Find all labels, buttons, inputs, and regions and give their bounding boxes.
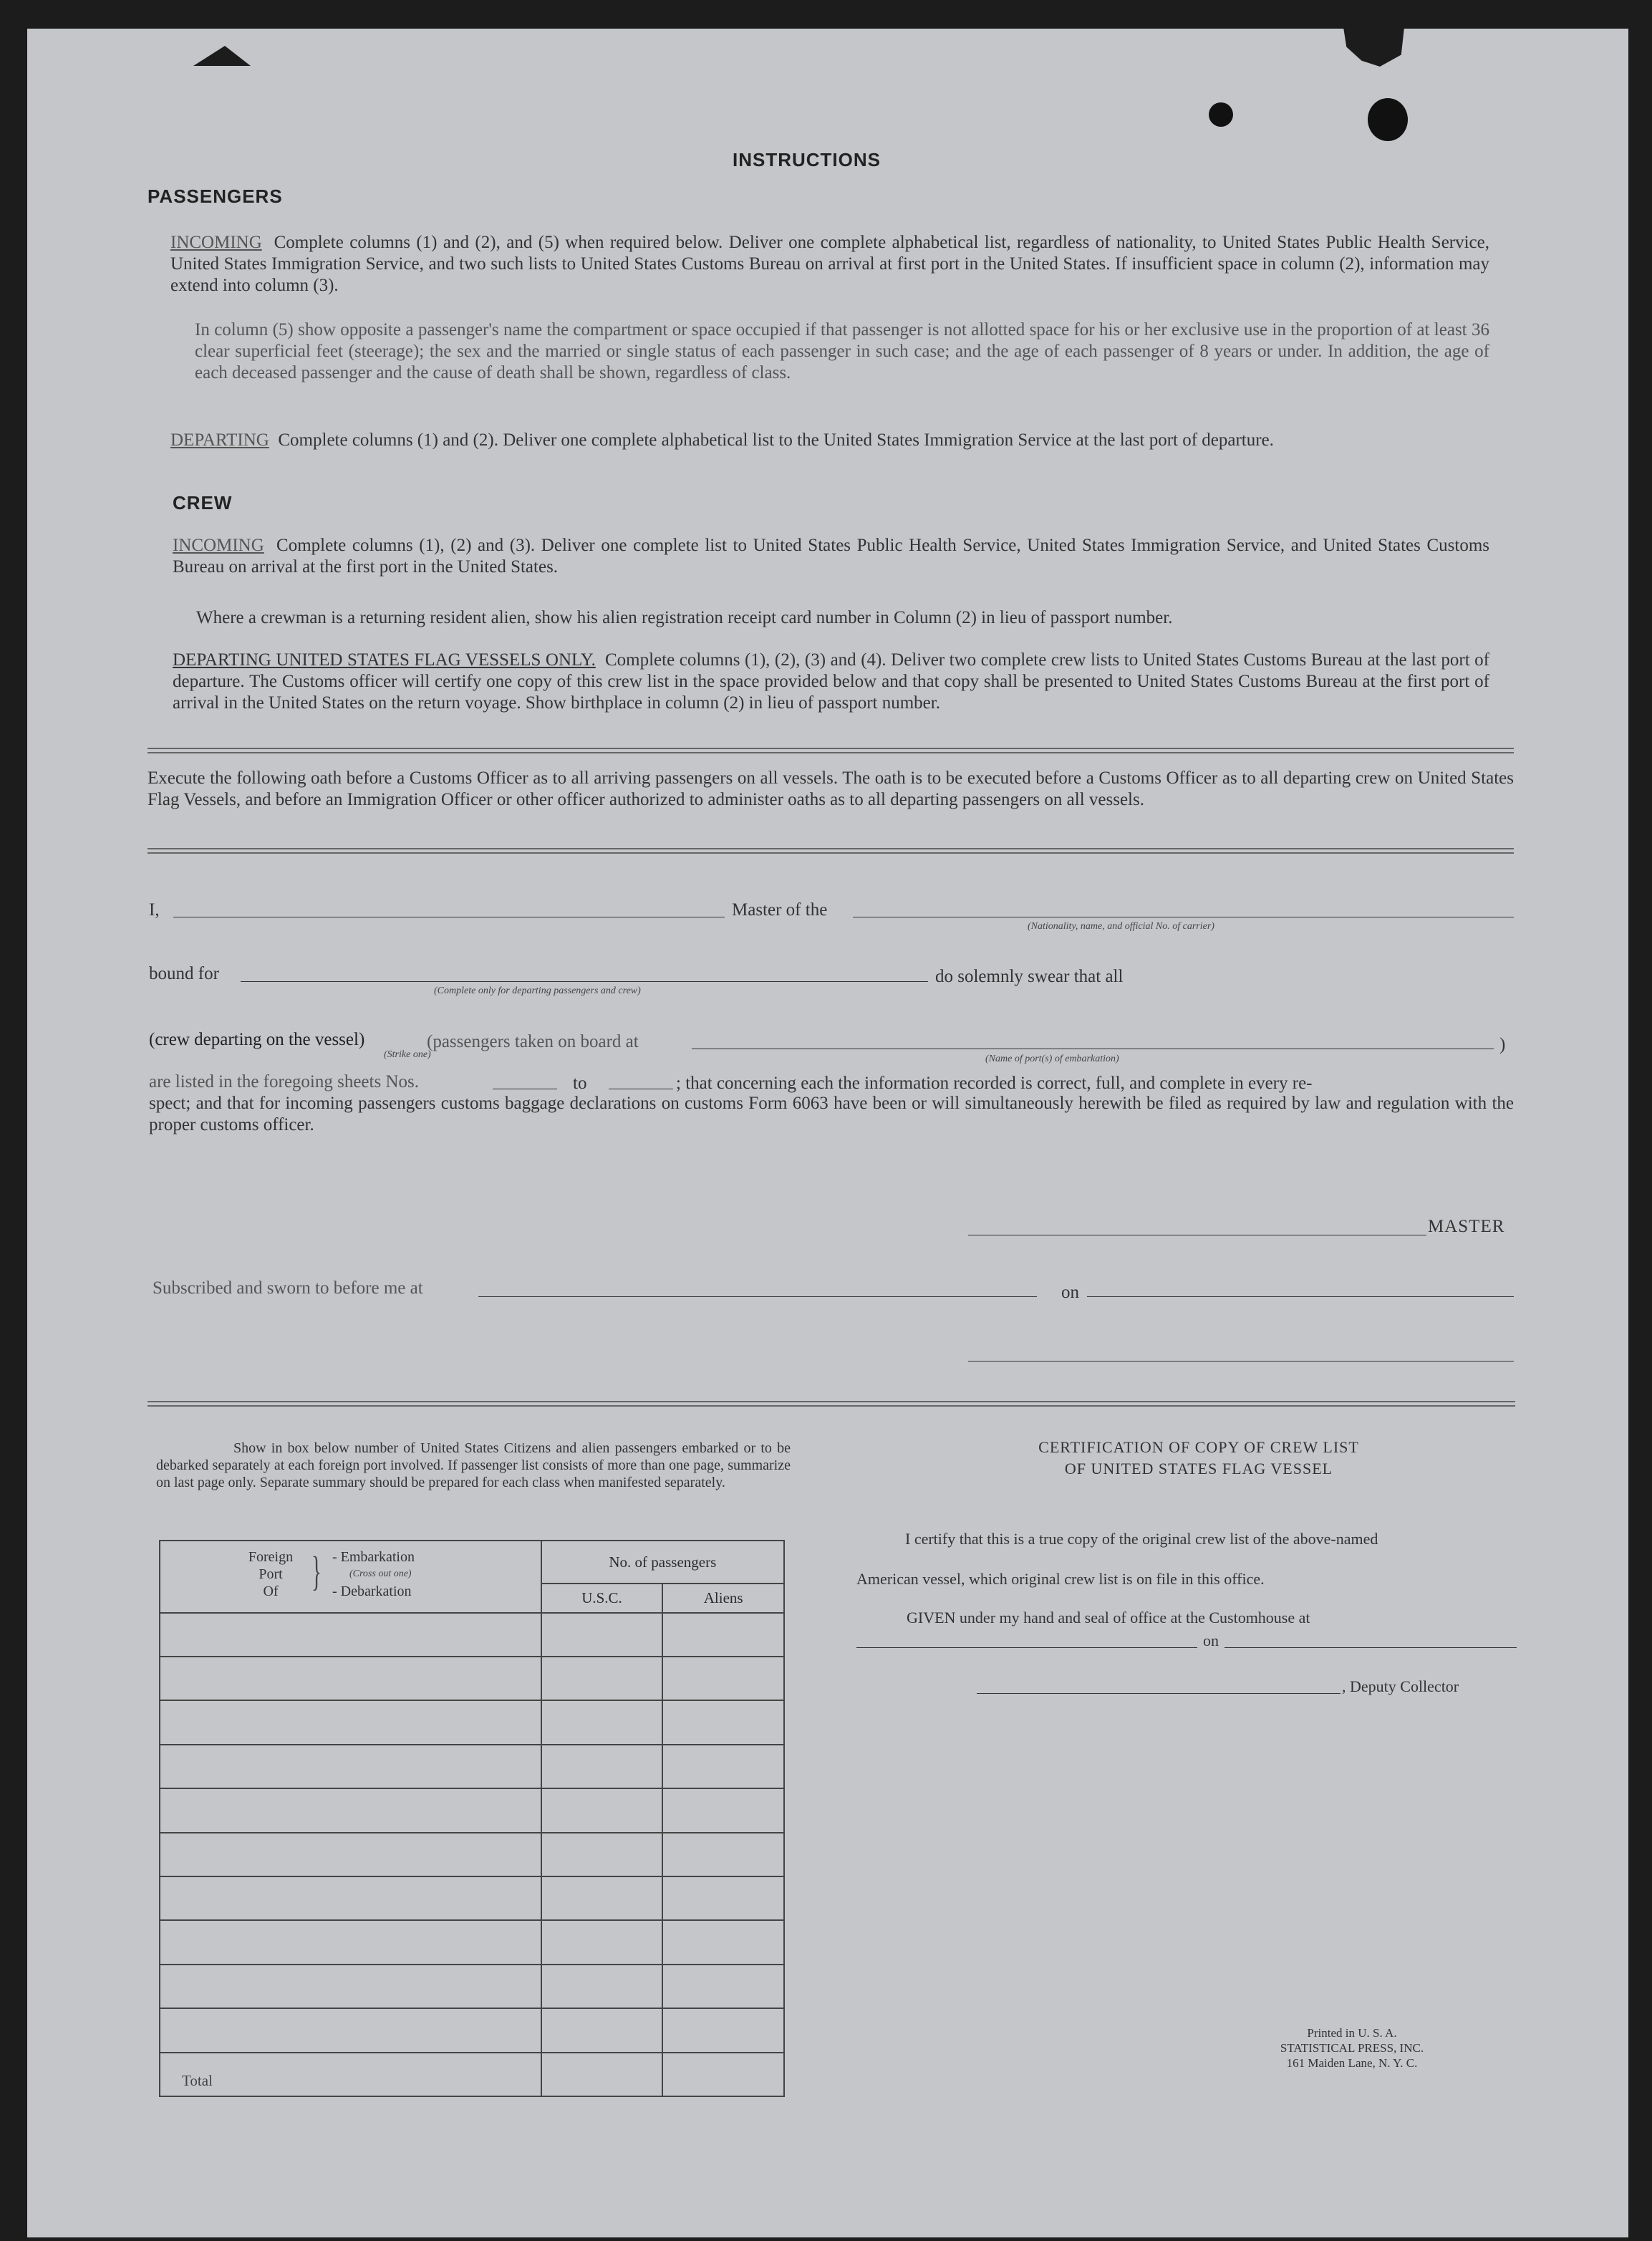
certification-title bbox=[955, 1437, 1442, 1480]
deputy-collector-signature-field[interactable] bbox=[977, 1693, 1341, 1694]
crew-departing-label: DEPARTING UNITED STATES FLAG VESSELS ONLY. bbox=[173, 650, 596, 670]
swear-label: do solemnly swear that all bbox=[935, 967, 1124, 986]
sheets-label: are listed in the foregoing sheets Nos. bbox=[149, 1072, 419, 1091]
passengers-incoming-paragraph bbox=[170, 232, 1489, 297]
certification-title-line2: OF UNITED STATES FLAG VESSEL bbox=[1064, 1460, 1333, 1478]
usc-cell[interactable] bbox=[541, 1833, 663, 1876]
table-row[interactable] bbox=[160, 1788, 541, 1832]
brace-icon: } bbox=[311, 1548, 322, 1594]
aliens-cell[interactable] bbox=[662, 2008, 784, 2052]
strike-hint: (Strike one) bbox=[384, 1049, 431, 1060]
master-label: MASTER bbox=[1428, 1217, 1505, 1236]
aliens-cell[interactable] bbox=[662, 1920, 784, 1964]
given-text: GIVEN under my hand and seal of office at the Customhouse at bbox=[907, 1609, 1310, 1626]
passengers-departing-label: DEPARTING bbox=[170, 430, 269, 450]
crew-departing-text: Complete columns (1), (2), (3) and (4). Deliver two complete crew lists to United States Customs Bureau at the last port of departure. The Customs officer will certify one copy of this crew list in the space provided below and that copy shall be presented to United States Customs Bureau at the first port of arrival in the United States on the return voyage. Show birthplace in column (2) in lieu of passport number. bbox=[173, 650, 1490, 713]
table-row[interactable] bbox=[160, 1876, 541, 1920]
passengers-incoming-text: Complete columns (1) and (2), and (5) when required below. Deliver one complete alphabetical list, regardless of nationality, to United States Public Health Service, United States Immigration Service, and two such lists to United States Customs Bureau on arrival at first port in the United States. If insufficient space in column (2), information may extend into column (3). bbox=[170, 233, 1490, 295]
usc-cell[interactable] bbox=[541, 1788, 663, 1832]
close-paren: ) bbox=[1499, 1035, 1506, 1054]
usc-cell[interactable] bbox=[541, 1613, 663, 1657]
usc-total-cell[interactable] bbox=[541, 2053, 663, 2096]
printer-imprint bbox=[1252, 2025, 1452, 2071]
page-title: INSTRUCTIONS bbox=[733, 149, 881, 170]
printer-line2: STATISTICAL PRESS, INC. bbox=[1280, 2041, 1424, 2055]
column5-paragraph: In column (5) show opposite a passenger's name the compartment or space occupied if that passenger is not allotted space for his or her exclusive use in the proportion of at least 36 clear superficial feet (steerage); the sex and the married or single status of each passenger in such case; and the age of each passenger of 8 years or under. In addition, the age of each deceased passenger and the cause of death shall be shown, regardless of class. bbox=[195, 320, 1489, 382]
passengers-departing-text: Complete columns (1) and (2). Deliver one complete alphabetical list to the United States Immigration Service at the last port of departure. bbox=[278, 430, 1274, 450]
subscribed-on-label: on bbox=[1061, 1283, 1079, 1302]
table-row[interactable] bbox=[160, 1613, 541, 1657]
table-row[interactable] bbox=[160, 2008, 541, 2052]
passengers-departing-paragraph bbox=[170, 430, 1489, 451]
bound-for-hint: (Complete only for departing passengers and crew) bbox=[434, 985, 641, 996]
aliens-cell[interactable] bbox=[662, 1613, 784, 1657]
aliens-cell[interactable] bbox=[662, 1788, 784, 1832]
crew-heading: CREW bbox=[173, 492, 233, 514]
punch-hole-2 bbox=[1368, 98, 1408, 141]
debarkation-label: - Debarkation bbox=[332, 1584, 412, 1599]
port-hint: (Name of port(s) of embarkation) bbox=[985, 1054, 1119, 1064]
aliens-cell[interactable] bbox=[662, 1965, 784, 2008]
deputy-collector-label: , Deputy Collector bbox=[1342, 1677, 1459, 1695]
officer-signature-field[interactable] bbox=[968, 1361, 1514, 1362]
crew-incoming-paragraph bbox=[173, 535, 1489, 578]
master-of-label: Master of the bbox=[732, 900, 828, 920]
customhouse-field[interactable] bbox=[856, 1647, 1197, 1648]
total-row bbox=[160, 2053, 541, 2096]
crew-departing-option[interactable]: (crew departing on the vessel) bbox=[149, 1030, 365, 1049]
aliens-cell[interactable] bbox=[662, 1876, 784, 1920]
certification-title-line1: CERTIFICATION OF COPY OF CREW LIST bbox=[1038, 1438, 1359, 1456]
bound-for-label: bound for bbox=[149, 964, 219, 983]
usc-cell[interactable] bbox=[541, 1657, 663, 1700]
aliens-total-cell[interactable] bbox=[662, 2053, 784, 2096]
table-row[interactable] bbox=[160, 1833, 541, 1876]
crew-resident-paragraph: Where a crewman is a returning resident alien, show his alien registration receipt card number in Column (2) in lieu of passport number. bbox=[196, 608, 1173, 627]
embarkation-label: - Embarkation bbox=[332, 1549, 415, 1565]
table-row[interactable] bbox=[160, 1657, 541, 1700]
aliens-cell[interactable] bbox=[662, 1700, 784, 1744]
divider-1 bbox=[148, 748, 1514, 753]
bound-for-field[interactable] bbox=[241, 981, 928, 982]
table-row[interactable] bbox=[160, 1965, 541, 2008]
crew-departing-paragraph bbox=[173, 650, 1489, 714]
aliens-cell[interactable] bbox=[662, 1745, 784, 1788]
table-row[interactable] bbox=[160, 1920, 541, 1964]
usc-cell[interactable] bbox=[541, 1876, 663, 1920]
form-page bbox=[27, 29, 1628, 2237]
usc-cell[interactable] bbox=[541, 1920, 663, 1964]
cross-out-hint: (Cross out one) bbox=[349, 1568, 412, 1579]
aliens-cell[interactable] bbox=[662, 1657, 784, 1700]
printer-line3: 161 Maiden Lane, N. Y. C. bbox=[1286, 2056, 1418, 2070]
subscribed-date-field[interactable] bbox=[1087, 1296, 1514, 1297]
torn-edge-right bbox=[1343, 27, 1404, 67]
port-header-cell bbox=[160, 1541, 541, 1613]
no-of-passengers-header: No. of passengers bbox=[541, 1541, 784, 1584]
aliens-cell[interactable] bbox=[662, 1833, 784, 1876]
divider-2 bbox=[148, 848, 1514, 854]
aliens-header: Aliens bbox=[662, 1584, 784, 1612]
total-label: Total bbox=[182, 2072, 213, 2089]
usc-cell[interactable] bbox=[541, 1700, 663, 1744]
statement-rest: spect; and that for incoming passengers customs baggage declarations on customs Form 6063 have been or will simultaneously herewith be filed as required by law and regulation with the proper customs officer. bbox=[149, 1094, 1514, 1134]
usc-cell[interactable] bbox=[541, 2008, 663, 2052]
punch-hole-1 bbox=[1209, 102, 1233, 127]
crew-incoming-text: Complete columns (1), (2) and (3). Deliver one complete list to United States Public Health Service, United States Immigration Service, and United States Customs Bureau on arrival at the first port in the United States. bbox=[173, 536, 1490, 577]
usc-cell[interactable] bbox=[541, 1965, 663, 2008]
divider-3 bbox=[148, 1401, 1515, 1407]
passengers-heading: PASSENGERS bbox=[148, 185, 283, 207]
certify-line1: I certify that this is a true copy of the original crew list of the above-named bbox=[905, 1530, 1378, 1548]
subscribed-label: Subscribed and sworn to before me at bbox=[153, 1278, 423, 1298]
summary-note: Show in box below number of United States Citizens and alien passengers embarked or to be debarked separately at each foreign port involved. If passenger list consists of more than one page, summarize on last page only. Separate summary should be prepared for each class when manifested separately. bbox=[156, 1440, 791, 1490]
statement-tail: ; that concerning each the information recorded is correct, full, and complete in every re- bbox=[676, 1074, 1313, 1093]
foreign-port-of-label: Foreign Port Of bbox=[248, 1549, 294, 1599]
passengers-incoming-label: INCOMING bbox=[170, 233, 262, 252]
certify-line2: American vessel, which original crew list is on file in this office. bbox=[856, 1570, 1265, 1588]
certification-on-label: on bbox=[1203, 1632, 1219, 1649]
table-row[interactable] bbox=[160, 1700, 541, 1744]
to-label: to bbox=[573, 1074, 587, 1093]
subscribed-place-field[interactable] bbox=[478, 1296, 1037, 1297]
usc-cell[interactable] bbox=[541, 1745, 663, 1788]
passenger-summary-table bbox=[159, 1540, 785, 2097]
oath-i-label: I, bbox=[149, 900, 160, 920]
passengers-option[interactable]: (passengers taken on board at bbox=[427, 1032, 639, 1051]
crew-incoming-label: INCOMING bbox=[173, 536, 264, 555]
carrier-hint: (Nationality, name, and official No. of carrier) bbox=[1028, 921, 1214, 932]
oath-instruction: Execute the following oath before a Customs Officer as to all arriving passengers on all vessels. The oath is to be executed before a Customs Officer as to all departing crew on United States Flag Vessels, and before an Immigration Officer or other officer authorized to administer oaths as to all departing passengers on all vessels. bbox=[148, 768, 1514, 809]
certification-date-field[interactable] bbox=[1224, 1647, 1517, 1648]
usc-header: U.S.C. bbox=[541, 1584, 663, 1612]
torn-edge-left bbox=[193, 46, 251, 66]
table-row[interactable] bbox=[160, 1745, 541, 1788]
printer-line1: Printed in U. S. A. bbox=[1307, 2026, 1397, 2040]
